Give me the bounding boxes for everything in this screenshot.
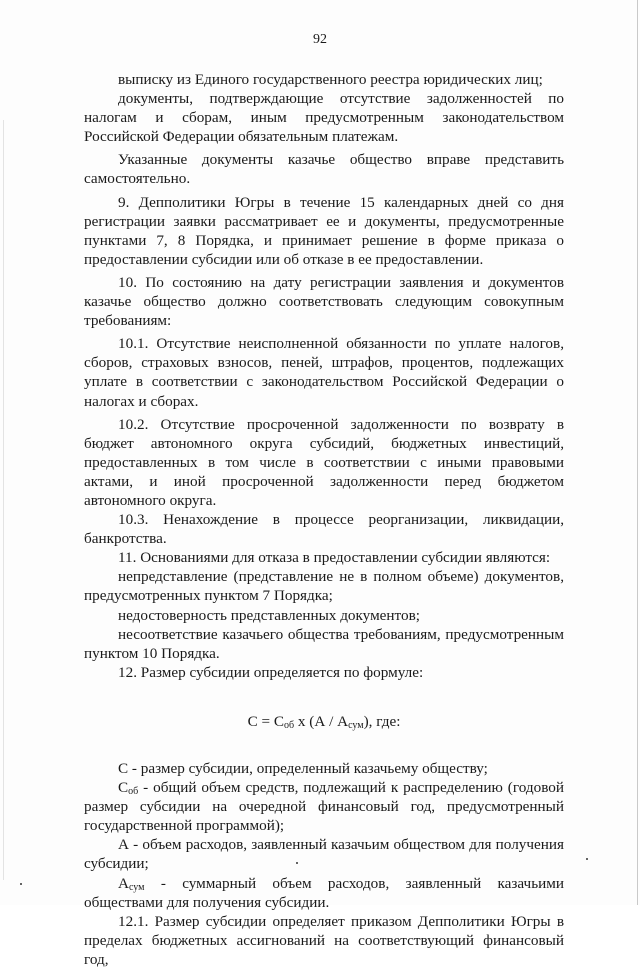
definition-text: - общий объем средств, подлежащий к распределению (годовой размер субсидии на очередной финансовый год, предусмотренный государственной программой);	[84, 779, 564, 835]
definition	[84, 835, 564, 873]
paragraph: 12. Размер субсидии определяется по формуле:	[118, 663, 424, 681]
definition	[84, 759, 564, 778]
paragraph: 10.1. Отсутствие неисполненной обязанности по уплате налогов, сборов, страховых взносов, пеней, штрафов, процентов, подлежащих уплате в соответствии с законодательством Российской Федерации о налогах и сборах.	[84, 335, 564, 410]
paragraph: документы, подтверждающие отсутствие задолженностей по налогам и сборам, иным предусмотренным законодательством Российской Федерации обязательным платежам.	[84, 90, 564, 146]
definition-text: - суммарный объем расходов, заявленный казачьими обществами для получения субсидии.	[84, 874, 564, 911]
paragraph: недостоверность представленных документов;	[118, 606, 420, 624]
paragraph: 9. Депполитики Югры в течение 15 календарных дней со дня регистрации заявки рассматривает ее и документы, предусмотренные пунктами 7, 8 Порядка, и принимает решение в форме приказа о предоставлении субсидии или об отказе в ее предоставлении.	[84, 193, 564, 268]
definition-text: С - размер субсидии, определенный казачьему обществу;	[118, 760, 488, 777]
formula-sub-ob: об	[284, 719, 295, 731]
paragraph: 11. Основаниями для отказа в предоставлении субсидии являются:	[118, 549, 551, 567]
scan-speck	[296, 862, 298, 864]
paragraph: непредставление (представление не в полном объеме) документов, предусмотренных пунктом 7 Порядка;	[84, 568, 564, 605]
paragraph: несоответствие казачьего общества требованиям, предусмотренным пунктом 10 Порядка.	[84, 625, 564, 662]
scan-speck	[20, 883, 22, 885]
paragraph: 10.2. Отсутствие просроченной задолженности по возврату в бюджет автономного округа субсидий, бюджетных инвестиций, предоставленных в том числе в соответствии с иными правовыми актами, и иной просроченной задолженности перед бюджетом автономного округа.	[84, 415, 564, 509]
paragraph: 10. По состоянию на дату регистрации заявления и документов казачье общество должно соответствовать следующим совокупным требованиям:	[84, 273, 564, 330]
definition-subscript: сум	[128, 881, 145, 893]
formula-mid: х (А / А	[294, 712, 349, 730]
definition	[84, 778, 564, 835]
definition-symbol: С	[118, 779, 129, 797]
paragraph: Указанные документы казачье общество вправе представить самостоятельно.	[84, 151, 564, 188]
formula-tail: ), где:	[363, 712, 401, 730]
page-number: 92	[313, 32, 327, 47]
paragraph: 10.3. Ненахождение в процессе реорганизации, ликвидации, банкротства.	[84, 511, 564, 548]
definition-symbol: А	[118, 874, 129, 892]
scan-speck	[586, 858, 588, 860]
formula-lhs: С = С	[247, 712, 284, 730]
definition	[84, 874, 564, 912]
paragraph: 12.1. Размер субсидии определяет приказом Депполитики Югры в пределах бюджетных ассигнований на соответствующий финансовый год,	[84, 912, 564, 968]
definition-text: А - объем расходов, заявленный казачьим обществом для получения субсидии;	[84, 836, 564, 873]
definition-subscript: об	[128, 786, 139, 798]
paragraph: выписку из Единого государственного реестра юридических лиц;	[118, 71, 543, 88]
formula-sub-sum: сум	[348, 719, 364, 731]
scan-edge-right	[637, 0, 638, 905]
document-body	[84, 70, 564, 969]
scan-edge-left	[3, 120, 4, 880]
formula	[84, 712, 564, 731]
